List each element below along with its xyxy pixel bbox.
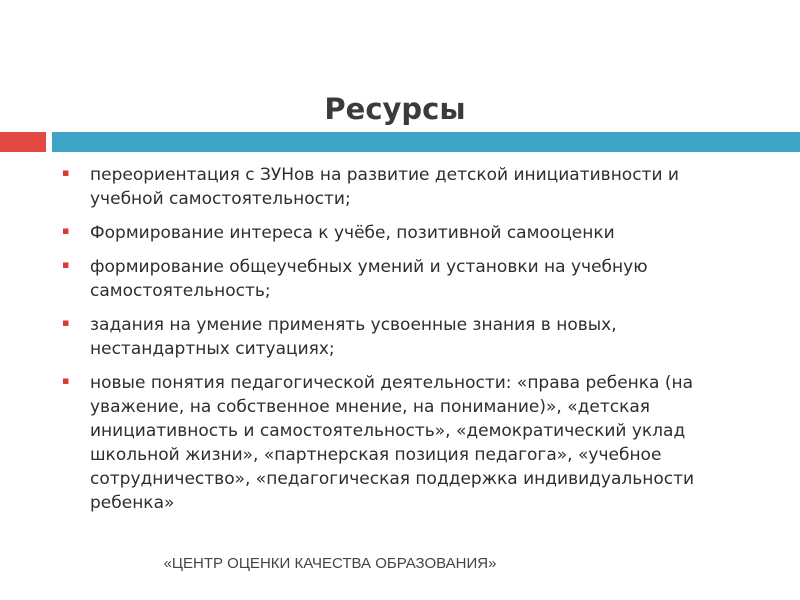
bullet-item [62, 371, 752, 515]
bullet-text: задания на умение применять усвоенные знания в новых, нестандартных ситуациях; [90, 315, 617, 359]
square-bullet-icon: ▪ [62, 224, 70, 237]
bullet-item [62, 163, 752, 211]
bullet-text: новые понятия педагогической деятельности: «права ребенка (на уважение, на собственное мнение, на понимание)», «детская инициативность и самостоятельность», «демократический уклад школьной жизни», «партнерская позиция педагога», «учебное сотрудничество», «педагогическая поддержка индивидуальности ребенка» [90, 373, 695, 513]
square-bullet-icon: ▪ [62, 166, 70, 179]
slide-title: Ресурсы [324, 92, 466, 126]
bullet-list [62, 163, 752, 525]
bullet-text: формирование общеучебных умений и установки на учебную самостоятельность; [90, 257, 648, 301]
bullet-item [62, 313, 752, 361]
accent-bar-red [0, 132, 46, 152]
bullet-item [62, 255, 752, 303]
footer-organization: «ЦЕНТР ОЦЕНКИ КАЧЕСТВА ОБРАЗОВАНИЯ» [163, 555, 497, 572]
bullet-text: переориентация с ЗУНов на развитие детской инициативности и учебной самостоятельности; [90, 165, 679, 209]
square-bullet-icon: ▪ [62, 258, 70, 271]
accent-bar-teal [52, 132, 800, 152]
square-bullet-icon: ▪ [62, 316, 70, 329]
bullet-item [62, 221, 752, 245]
square-bullet-icon: ▪ [62, 374, 70, 387]
bullet-text: Формирование интереса к учёбе, позитивной самооценки [90, 223, 615, 243]
